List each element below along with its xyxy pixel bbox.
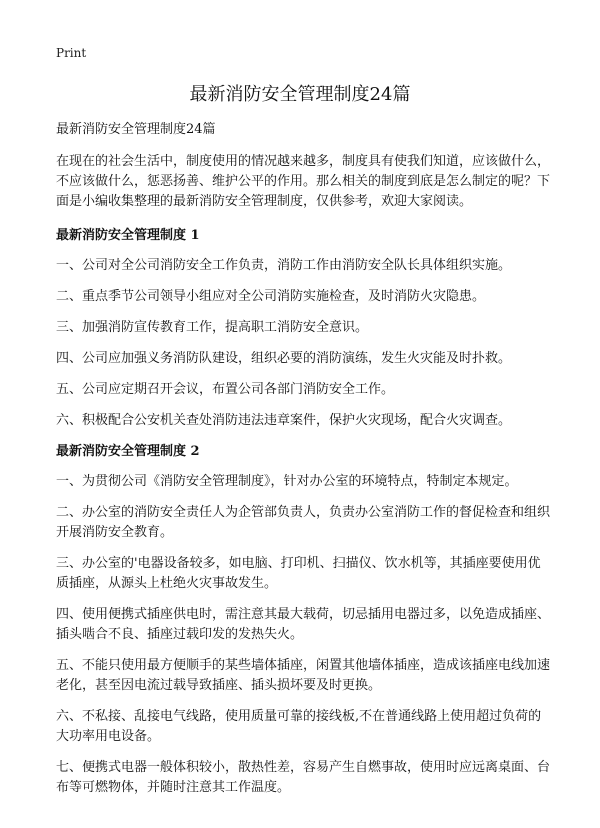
section-1 bbox=[56, 226, 552, 431]
list-item: 七、便携式电器一般体积较小，散热性差，容易产生自燃事故，使用时应远离桌面、台布等可燃物体，并随时注意其工作温度。 bbox=[56, 760, 551, 795]
list-item: 二、办公室的消防安全责任人为企管部负责人，负责办公室消防工作的督促检查和组织开展消防安全教育。 bbox=[56, 505, 551, 540]
list-item: 三、办公室的'电器设备较多，如电脑、打印机、扫描仪、饮水机等，其插座要使用优质插座，从源头上杜绝火灾事故发生。 bbox=[56, 556, 541, 591]
section-heading: 最新消防安全管理制度 2 bbox=[56, 444, 200, 459]
list-item: 二、重点季节公司领导小组应对全公司消防实施检查，及时消防火灾隐患。 bbox=[56, 289, 486, 304]
page-title: 最新消防安全管理制度24篇 bbox=[189, 84, 411, 105]
section-2 bbox=[56, 442, 552, 798]
intro-paragraph: 在现在的社会生活中，制度使用的情况越来越多，制度具有使我们知道，应该做什么，不应该做什么，惩恶扬善、维护公平的作用。那么相关的制度到底是怎么制定的呢？下面是小编收集整理的最新消防安全管理制度，仅供参考，欢迎大家阅读。 bbox=[56, 154, 551, 209]
list-item: 一、公司对全公司消防安全工作负责，消防工作由消防安全队长具体组织实施。 bbox=[56, 258, 512, 273]
list-item: 四、使用便携式插座供电时，需注意其最大载荷，切忌插用电器过多，以免造成插座、插头啮合不良、插座过载印发的发热失火。 bbox=[56, 607, 551, 642]
list-item: 三、加强消防宣传教育工作，提高职工消防安全意识。 bbox=[56, 320, 369, 335]
list-item: 一、为贯彻公司《消防安全管理制度》，针对办公室的环境特点，特制定本规定。 bbox=[56, 474, 518, 489]
list-item: 六、积极配合公安机关查处消防违法违章案件，保护火灾现场，配合火灾调查。 bbox=[56, 413, 512, 428]
print-label[interactable]: Print bbox=[56, 46, 87, 60]
list-item: 五、公司应定期召开会议，布置公司各部门消防安全工作。 bbox=[56, 382, 395, 397]
list-item: 五、不能只使用最方便顺手的某些墙体插座，闲置其他墙体插座，造成该插座电线加速老化，甚至因电流过载导致插座、插头损坏要及时更换。 bbox=[56, 658, 551, 693]
section-heading: 最新消防安全管理制度 1 bbox=[56, 228, 200, 243]
document-body bbox=[56, 120, 552, 809]
list-item: 六、不私接、乱接电气线路，使用质量可靠的接线板,不在普通线路上使用超过负荷的大功率用电设备。 bbox=[56, 709, 542, 744]
list-item: 四、公司应加强义务消防队建设，组织必要的消防演练，发生火灾能及时扑救。 bbox=[56, 351, 512, 366]
document-subtitle: 最新消防安全管理制度24篇 bbox=[56, 122, 216, 137]
